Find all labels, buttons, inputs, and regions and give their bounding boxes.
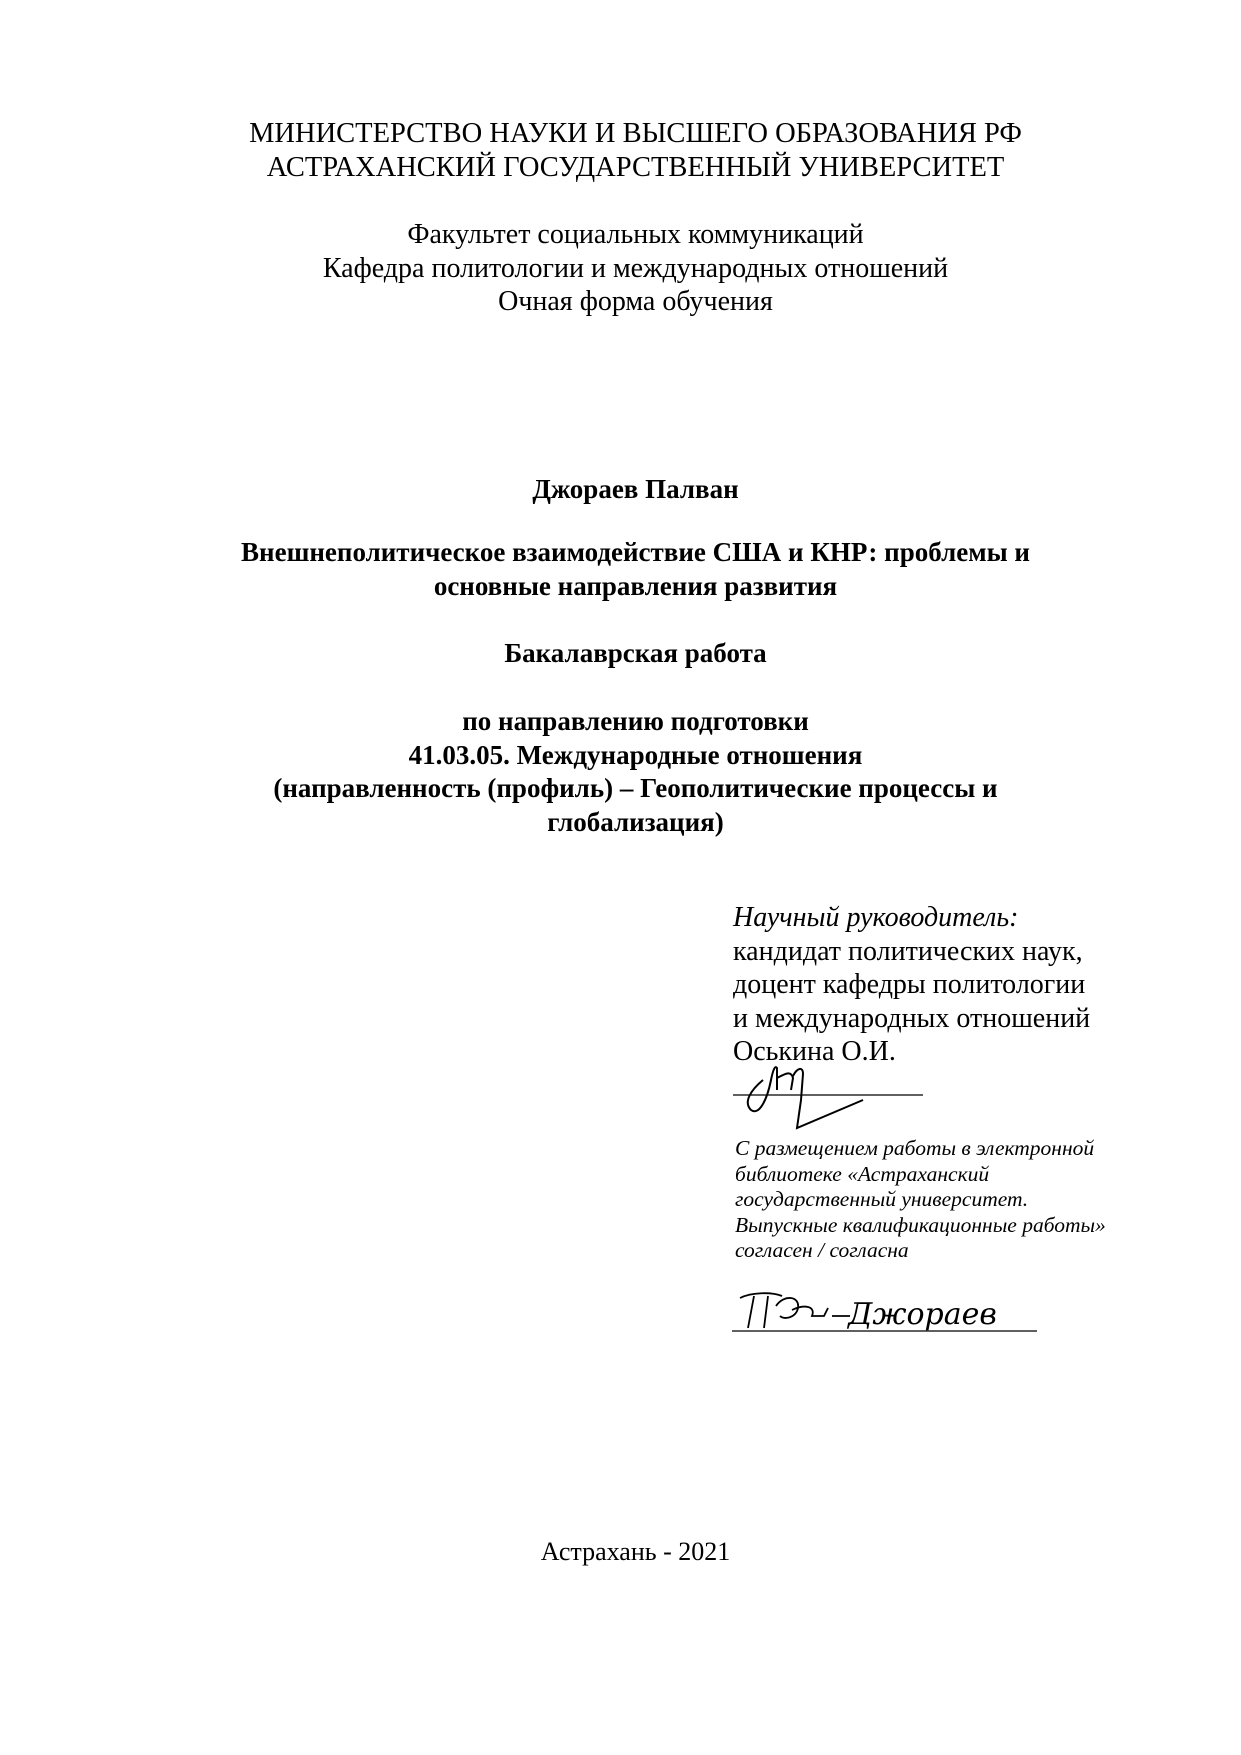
faculty-block	[0, 218, 1241, 319]
student-signature	[732, 1286, 1042, 1346]
consent-block	[735, 1136, 1185, 1264]
work-type: Бакалаврская работа	[504, 638, 767, 668]
footer-block	[0, 1536, 1241, 1568]
thesis-title-line: Внешнеполитическое взаимодействие США и КНР: проблемы и	[241, 537, 1030, 567]
supervisor-degree: кандидат политических наук,	[733, 935, 1083, 967]
author-name: Джораев Палван	[532, 474, 739, 504]
direction-line: по направлению подготовки	[462, 706, 809, 736]
supervisor-position: доцент кафедры политологии	[733, 969, 1086, 1000]
consent-line: согласен / согласна	[735, 1238, 909, 1262]
supervisor-label: Научный руководитель:	[733, 902, 1019, 933]
supervisor-name: Оськина О.И.	[733, 1036, 896, 1067]
consent-line: Выпускные квалификационные работы»	[735, 1212, 1106, 1237]
work-type-block	[0, 637, 1241, 671]
university-name: АСТРАХАНСКИЙ ГОСУДАРСТВЕННЫЙ УНИВЕРСИТЕТ	[266, 152, 1005, 183]
student-signature-text: Джораев	[848, 1297, 997, 1332]
supervisor-block	[733, 901, 1193, 1069]
department-name: Кафедра политологии и международных отношений	[322, 252, 949, 284]
consent-line: библиотеке «Астраханский	[735, 1161, 990, 1186]
supervisor-position: и международных отношений	[733, 1002, 1091, 1034]
city-year: Астрахань - 2021	[540, 1537, 731, 1566]
thesis-title-line: основные направления развития	[433, 570, 838, 601]
consent-line: государственный университет.	[735, 1187, 1029, 1211]
direction-line: 41.03.05. Международные отношения	[408, 739, 863, 770]
direction-line: (направленность (профиль) – Геополитические процессы и	[273, 773, 998, 803]
ministry-name: МИНИСТЕРСТВО НАУКИ И ВЫСШЕГО ОБРАЗОВАНИЯ РФ	[249, 118, 1022, 149]
author-block	[0, 473, 1241, 507]
header-block	[0, 117, 1241, 185]
direction-line: глобализация)	[547, 806, 724, 837]
thesis-title	[0, 536, 1241, 603]
faculty-name: Факультет социальных коммуникаций	[407, 219, 864, 250]
consent-line: С размещением работы в электронной	[735, 1136, 1095, 1160]
direction-block	[0, 705, 1241, 839]
supervisor-signature	[733, 1060, 933, 1132]
study-form: Очная форма обучения	[498, 286, 773, 317]
